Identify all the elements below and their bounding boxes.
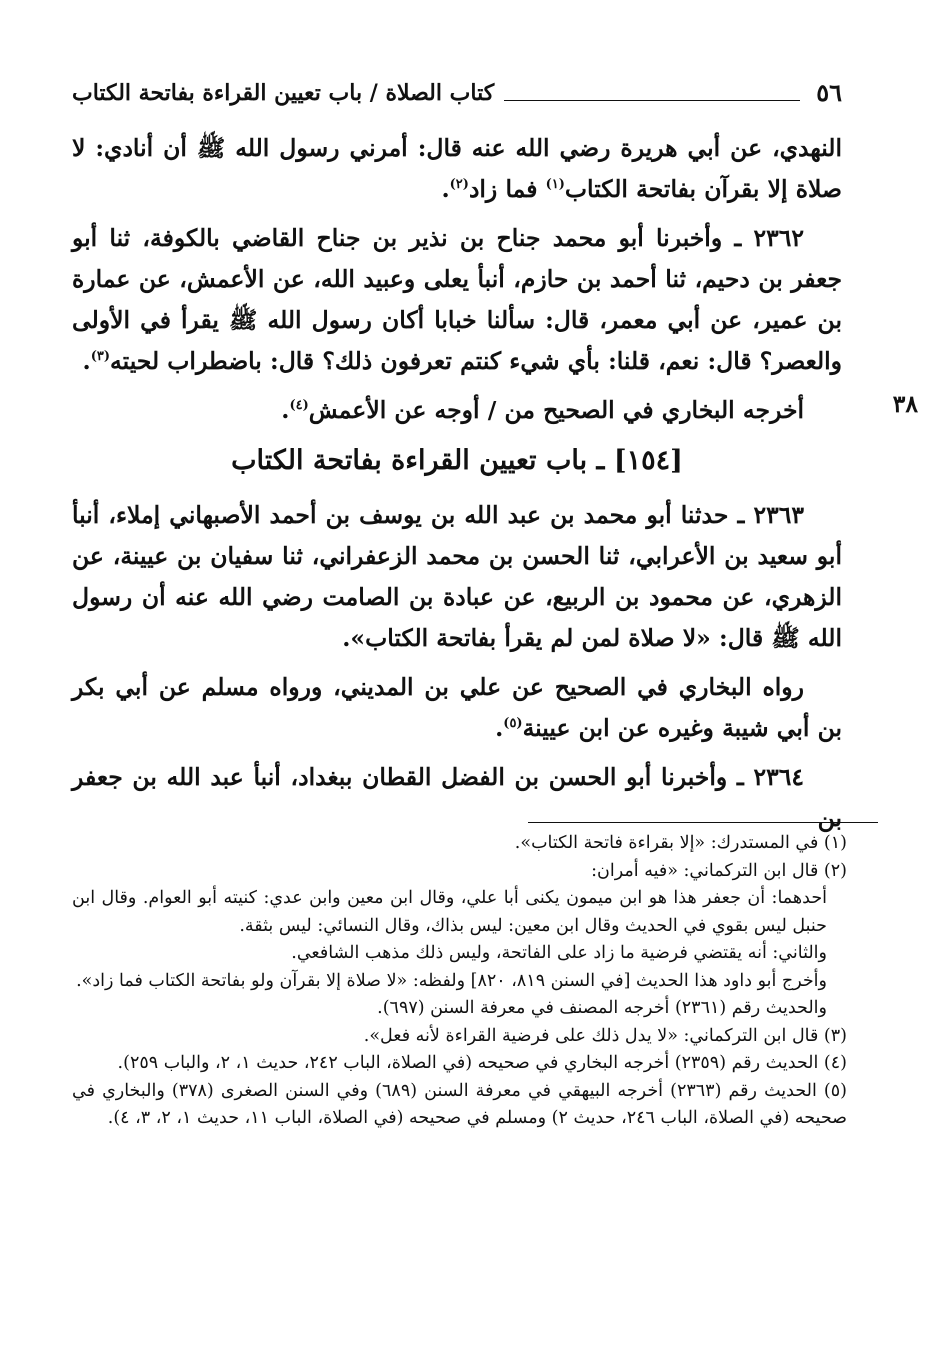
page-number: ٥٦ (816, 78, 842, 107)
margin-page-number: ٣٨ (892, 390, 918, 418)
riwaya-text: رواه البخاري في الصحيح عن علي بن المديني، ورواه مسلم عن أبي بكر بن أبي شيبة وغيره عن ابن عيينة (72, 673, 842, 742)
paragraph-1-text: النهدي، عن أبي هريرة رضي الله عنه قال: أمرني رسول الله ﷺ أن أنادي: لا صلاة إلا بقرآن بفاتحة الكتاب (72, 134, 842, 203)
hadith-2363: ٢٣٦٣ ـ حدثنا أبو محمد بن عبد الله بن يوسف بن أحمد الأصبهاني إملاء، أنبأ أبو سعيد بن الأعرابي، ثنا الحسن بن محمد الزعفراني، ثنا سفيان بن عيينة، عن الزهري، عن محمود بن الربيع، عن عبادة بن الصامت رضي الله عنه أن رسول الله ﷺ قال: «لا صلاة لمن لم يقرأ بفاتحة الكتاب». (72, 501, 842, 652)
footnote-2-part-4: والحديث رقم (٢٣٦١) أخرجه المصنف في معرفة السنن (٦٩٧). (377, 998, 827, 1018)
footnote-ref-3[interactable]: (٣) (90, 349, 110, 365)
footnote-4: (٤) الحديث رقم (٢٣٥٩) أخرجه البخاري في صحيحه (في الصلاة، الباب ٢٤٢، حديث ١، ٢، والباب ٢٥٩). (117, 1053, 847, 1073)
footnote-ref-1[interactable]: (١) (545, 177, 565, 193)
footnote-2-part-1: أحدهما: أن جعفر هذا هو ابن ميمون يكنى أبا علي، وقال ابن معين وابن عدي: كنيته أبو العوام. وقال ابن حنبل ليس بقوي في الحديث وقال ابن معين: ليس بذاك، وقال النسائي: ليس بثقة. (72, 888, 827, 936)
hadith-2362-end: . (82, 347, 91, 375)
chapter-heading: [١٥٤] ـ باب تعيين القراءة بفاتحة الكتاب (231, 445, 683, 476)
paragraph-1-mid: فما زاد (468, 175, 546, 203)
page-header (72, 78, 842, 118)
footnote-5: (٥) الحديث رقم (٢٣٦٣) أخرجه البيهقي في معرفة السنن (٦٨٩) وفي السنن الصغرى (٣٧٨) والبخاري في صحيحه (في الصلاة، الباب ٢٤٦، حديث ٢) ومسلم في صحيحه (في الصلاة، الباب ١١، حديث ١، ٢، ٣، ٤). (72, 1080, 847, 1128)
paragraph-1-end: . (441, 175, 450, 203)
main-text (72, 128, 918, 847)
takhrij-text: أخرجه البخاري في الصحيح من / أوجه عن الأعمش (308, 396, 804, 424)
footnote-rule (528, 822, 878, 823)
running-title: كتاب الصلاة / باب تعيين القراءة بفاتحة الكتاب (72, 80, 495, 106)
header-rule (504, 100, 800, 101)
footnote-ref-5[interactable]: (٥) (503, 716, 523, 732)
hadith-2362 (72, 218, 842, 382)
footnote-ref-2[interactable]: (٢) (449, 177, 469, 193)
riwaya-end: . (495, 714, 504, 742)
footnote-1: (١) في المستدرك: «إلا بقراءة فاتحة الكتاب». (514, 833, 847, 853)
footnote-2: (٢) قال ابن التركماني: «فيه أمران: (591, 860, 847, 881)
footnote-3: (٣) قال ابن التركماني: «لا يدل ذلك على فرضية القراءة لأنه فعل». (363, 1025, 847, 1046)
footnote-ref-4[interactable]: (٤) (289, 398, 309, 414)
hadith-2362-text: ٢٣٦٢ ـ وأخبرنا أبو محمد جناح بن نذير بن جناح القاضي بالكوفة، ثنا أبو جعفر بن دحيم، ثنا أحمد بن حازم، أنبأ يعلى وعبيد الله، عن الأعمش، عن عمارة بن عمير، عن أبي معمر، قال: سألنا خبابا أكان رسول الله ﷺ يقرأ في الأولى والعصر؟ قال: نعم، قلنا: بأي شيء كنتم تعرفون ذلك؟ قال: باضطراب لحيته (72, 224, 842, 375)
footnote-2-part-3: وأخرج أبو داود هذا الحديث [في السنن ٨١٩، ٨٢٠] ولفظه: «لا صلاة إلا بقرآن ولو بفاتحة الكتاب فما زاد». (76, 970, 827, 991)
takhrij-end: . (281, 396, 290, 424)
takhrij-paragraph (72, 390, 842, 431)
takhrij-row (72, 390, 918, 431)
paragraph-1 (72, 128, 842, 210)
footnotes (72, 830, 847, 1133)
riwaya-paragraph (72, 667, 842, 749)
footnote-2-part-2: والثاني: أنه يقتضي فرضية ما زاد على الفاتحة، وليس ذلك مذهب الشافعي. (291, 943, 827, 963)
hadith-2364: ٢٣٦٤ ـ وأخبرنا أبو الحسن بن الفضل القطان ببغداد، أنبأ عبد الله بن جعفر بن (72, 763, 842, 832)
